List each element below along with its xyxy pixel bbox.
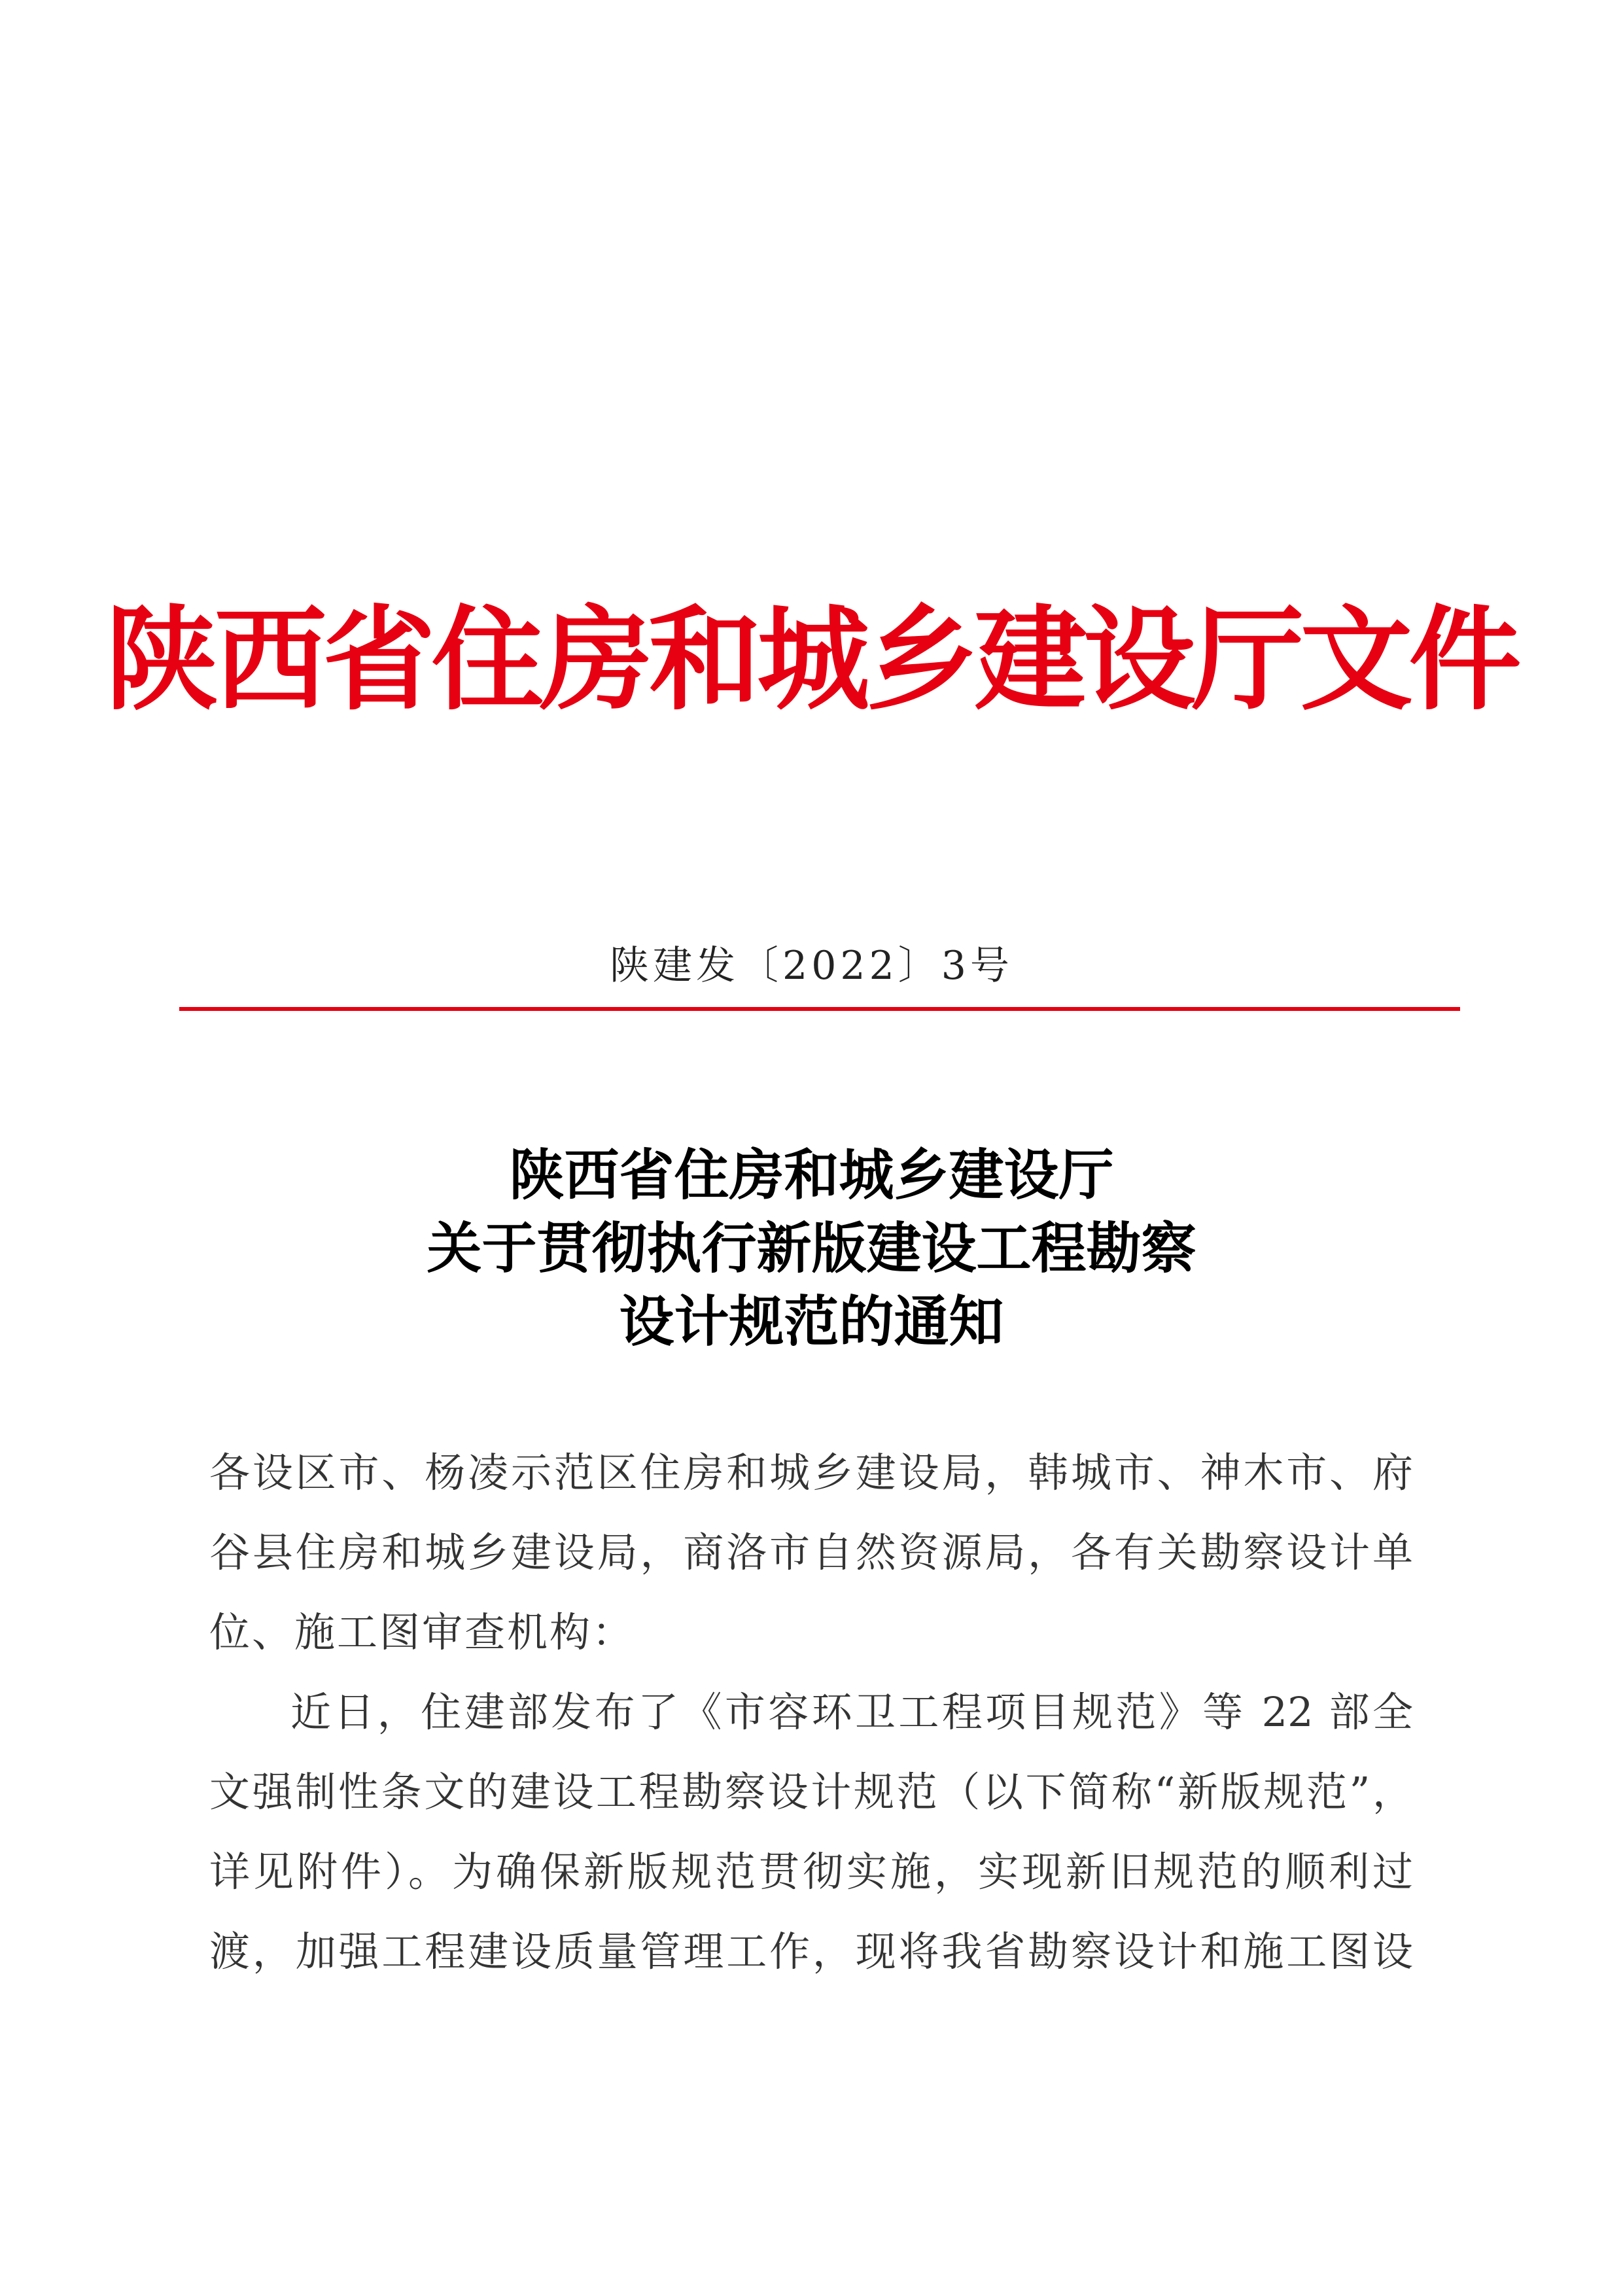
document-body (209, 1433, 1413, 1992)
document-title (0, 1139, 1623, 1358)
addressee-line-3: 位、施工图审查机构： (209, 1608, 635, 1656)
document-title-line-3: 设计规范的通知 (619, 1289, 1004, 1354)
addressee-line-2: 谷县住房和城乡建设局，商洛市自然资源局，各有关勘察设计单 (209, 1528, 1413, 1576)
paragraph-1-line-1: 近日，住建部发布了《市容环卫工程项目规范》等 22 部全 (290, 1688, 1413, 1736)
addressee-block (209, 1433, 1413, 1672)
document-title-line-1: 陕西省住房和城乡建设厅 (509, 1142, 1114, 1207)
document-title-line-2: 关于贯彻执行新版建设工程勘察 (427, 1216, 1196, 1280)
paragraph-1-line-4: 渡，加强工程建设质量管理工作，现将我省勘察设计和施工图设 (209, 1928, 1413, 1975)
paragraph-1-line-3: 详见附件）。为确保新版规范贯彻实施，实现新旧规范的顺利过 (209, 1848, 1413, 1896)
red-separator-line (179, 1007, 1460, 1011)
paragraph-1 (209, 1672, 1413, 1992)
addressee-line-1: 各设区市、杨凌示范区住房和城乡建设局，韩城市、神木市、府 (209, 1449, 1413, 1496)
paragraph-1-line-2: 文强制性条文的建设工程勘察设计规范（以下简称“新版规范”， (209, 1768, 1413, 1816)
masthead-title: 陕西省住房和城乡建设厅文件 (105, 593, 1518, 726)
document-number: 陕建发〔2022〕3号 (610, 943, 1013, 989)
